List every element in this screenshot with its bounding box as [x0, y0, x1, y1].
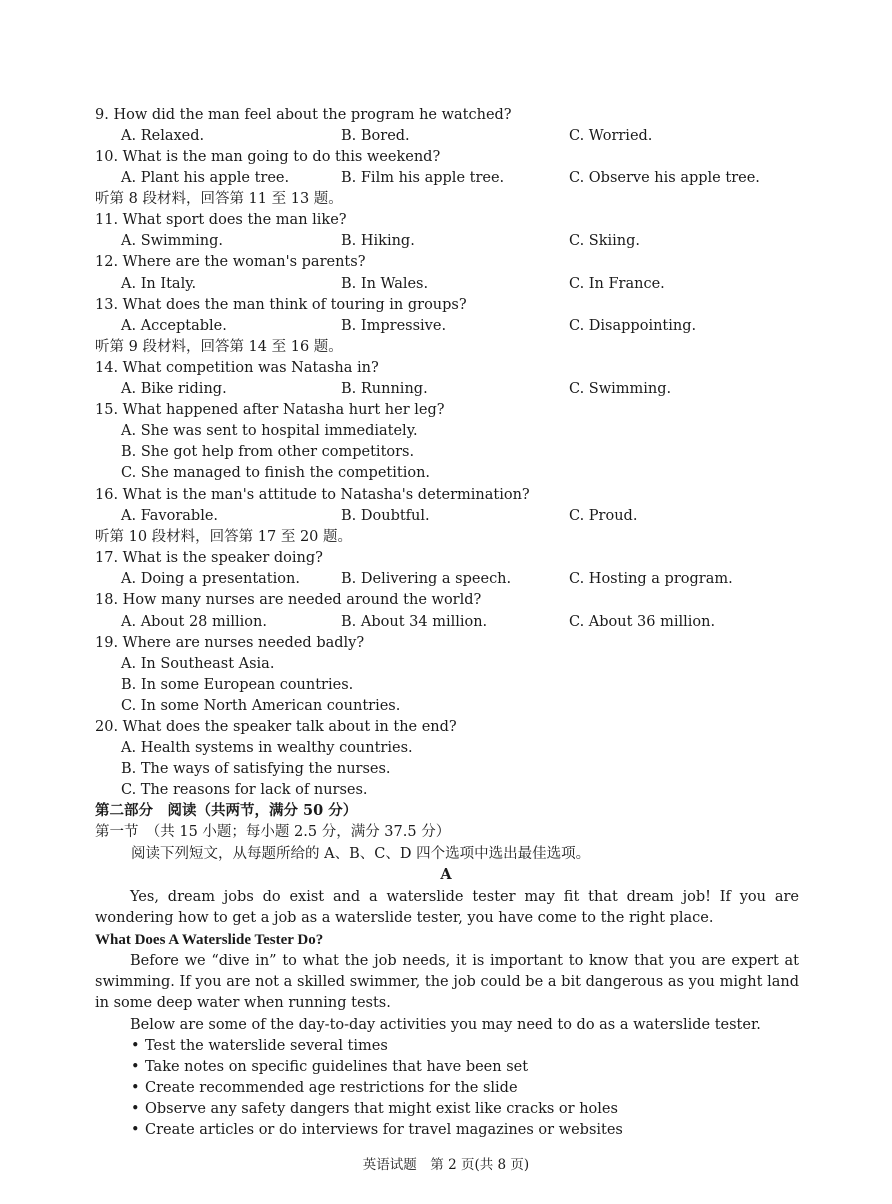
- option-c: C. Hosting a program.: [569, 571, 733, 587]
- section-instruction-9: 听第 9 段材料，回答第 14 至 16 题。: [95, 339, 343, 355]
- bullet-item: • Observe any safety dangers that might exist like cracks or holes: [131, 1101, 618, 1117]
- option-a: A. Relaxed.: [121, 128, 205, 144]
- question-20: 20. What does the speaker talk about in the end?: [95, 719, 457, 735]
- question-18: 18. How many nurses are needed around the world?: [95, 592, 482, 608]
- question-14: 14. What competition was Natasha in?: [95, 360, 379, 376]
- question-9: 9. How did the man feel about the program he watched?: [95, 107, 512, 123]
- bullet-icon: •: [131, 1122, 140, 1138]
- option-a: A. About 28 million.: [121, 614, 267, 630]
- question-12: 12. Where are the woman's parents?: [95, 254, 366, 270]
- option-b: B. Running.: [341, 381, 428, 397]
- option-b: B. Bored.: [341, 128, 410, 144]
- option-c: C. In some North American countries.: [121, 698, 401, 714]
- option-a: A. She was sent to hospital immediately.: [121, 423, 418, 439]
- option-a: A. Plant his apple tree.: [121, 170, 290, 186]
- option-a: A. Health systems in wealthy countries.: [121, 740, 413, 756]
- option-b: B. Doubtful.: [341, 508, 430, 524]
- option-c: C. The reasons for lack of nurses.: [121, 782, 368, 798]
- question-10: 10. What is the man going to do this weekend?: [95, 149, 441, 165]
- option-c: C. Observe his apple tree.: [569, 170, 760, 186]
- bullet-icon: •: [131, 1059, 140, 1075]
- reading-instruction: 阅读下列短文，从每题所给的 A、B、C、D 四个选项中选出最佳选项。: [131, 846, 591, 862]
- section-one-heading: 第一节 （共 15 小题；每小题 2.5 分，满分 37.5 分）: [95, 824, 451, 840]
- option-c: C. About 36 million.: [569, 614, 716, 630]
- option-b: B. About 34 million.: [341, 614, 488, 630]
- bullet-item: • Create articles or do interviews for travel magazines or websites: [131, 1122, 623, 1138]
- option-a: A. In Italy.: [121, 276, 197, 292]
- option-a: A. In Southeast Asia.: [121, 656, 275, 672]
- passage-paragraph-2: Before we “dive in” to what the job needs, it is important to know that you are expert at swimming. If you are not a skilled swimmer, the job could be a bit dangerous as you might land in some deep water when running tests.: [95, 953, 799, 1011]
- bullet-icon: •: [131, 1080, 140, 1096]
- section-instruction-10: 听第 10 段材料，回答第 17 至 20 题。: [95, 529, 353, 545]
- option-a: A. Favorable.: [121, 508, 219, 524]
- question-17: 17. What is the speaker doing?: [95, 550, 323, 566]
- option-b: B. In some European countries.: [121, 677, 354, 693]
- option-a: A. Acceptable.: [121, 318, 227, 334]
- option-b: B. Film his apple tree.: [341, 170, 505, 186]
- passage-paragraph-3: Below are some of the day-to-day activities you may need to do as a waterslide tester.: [130, 1017, 761, 1033]
- bullet-item: • Take notes on specific guidelines that have been set: [131, 1059, 529, 1075]
- bullet-icon: •: [131, 1038, 140, 1054]
- option-a: A. Doing a presentation.: [121, 571, 300, 587]
- question-13: 13. What does the man think of touring in groups?: [95, 297, 467, 313]
- question-11: 11. What sport does the man like?: [95, 212, 347, 228]
- option-b: B. Hiking.: [341, 233, 415, 249]
- question-19: 19. Where are nurses needed badly?: [95, 635, 365, 651]
- option-b: B. She got help from other competitors.: [121, 444, 415, 460]
- bullet-item: • Test the waterslide several times: [131, 1038, 388, 1054]
- question-15: 15. What happened after Natasha hurt her leg?: [95, 402, 445, 418]
- passage-subheading: What Does A Waterslide Tester Do?: [95, 932, 324, 948]
- option-c: C. Worried.: [569, 128, 653, 144]
- option-c: C. Disappointing.: [569, 318, 697, 334]
- section-instruction-8: 听第 8 段材料，回答第 11 至 13 题。: [95, 191, 343, 207]
- option-a: A. Bike riding.: [121, 381, 227, 397]
- question-16: 16. What is the man's attitude to Natasha's determination?: [95, 487, 530, 503]
- part-two-title: 第二部分 阅读（共两节，满分 50 分）: [95, 802, 358, 819]
- option-c: C. She managed to finish the competition.: [121, 465, 431, 481]
- option-c: C. In France.: [569, 276, 665, 292]
- option-b: B. Impressive.: [341, 318, 447, 334]
- option-c: C. Swimming.: [569, 381, 672, 397]
- option-c: C. Skiing.: [569, 233, 641, 249]
- option-b: B. In Wales.: [341, 276, 429, 292]
- option-a: A. Swimming.: [121, 233, 224, 249]
- page-footer: 英语试题 第 2 页(共 8 页): [362, 1157, 530, 1173]
- option-c: C. Proud.: [569, 508, 638, 524]
- option-b: B. Delivering a speech.: [341, 571, 512, 587]
- passage-letter: A: [440, 866, 452, 883]
- bullet-item: • Create recommended age restrictions for the slide: [131, 1080, 518, 1096]
- option-b: B. The ways of satisfying the nurses.: [121, 761, 391, 777]
- passage-paragraph-1: Yes, dream jobs do exist and a waterslide tester may fit that dream job! If you are wondering how to get a job as a waterslide tester, you have come to the right place.: [95, 889, 799, 926]
- bullet-icon: •: [131, 1101, 140, 1117]
